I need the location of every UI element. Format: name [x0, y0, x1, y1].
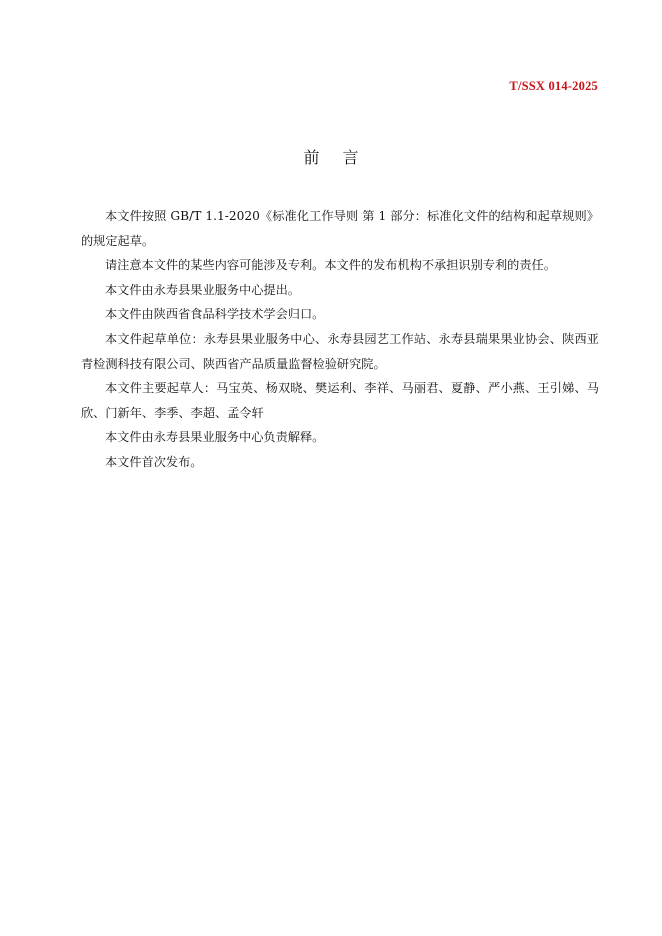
paragraph-drafting-units: 本文件起草单位：永寿县果业服务中心、永寿县园艺工作站、永寿县瑞果果业协会、陕西亚青检测科技有限公司、陕西省产品质量监督检验研究院。	[81, 331, 599, 371]
paragraph-centralized-by: 本文件由陕西省食品科学技术学会归口。	[105, 307, 325, 322]
document-number: T/SSX 014-2025	[509, 79, 598, 93]
page-title: 前 言	[303, 148, 368, 167]
paragraph-first-release: 本文件首次发布。	[105, 454, 203, 469]
paragraph-interpretation: 本文件由永寿县果业服务中心负责解释。	[105, 430, 325, 445]
paragraph-drafting-rules: 本文件按照 GB/T 1.1-2020《标准化工作导则 第 1 部分：标准化文件的结构和起草规则》的规定起草。	[81, 209, 599, 248]
foreword-body	[81, 204, 599, 475]
paragraph-patent-notice: 请注意本文件的某些内容可能涉及专利。本文件的发布机构不承担识别专利的责任。	[105, 258, 556, 273]
paragraph-proposer: 本文件由永寿县果业服务中心提出。	[105, 282, 300, 297]
paragraph-drafters: 本文件主要起草人：马宝英、杨双晓、樊运利、李祥、马丽君、夏静、严小燕、王引娣、马欣、门新年、李季、李超、孟令轩	[81, 381, 599, 420]
